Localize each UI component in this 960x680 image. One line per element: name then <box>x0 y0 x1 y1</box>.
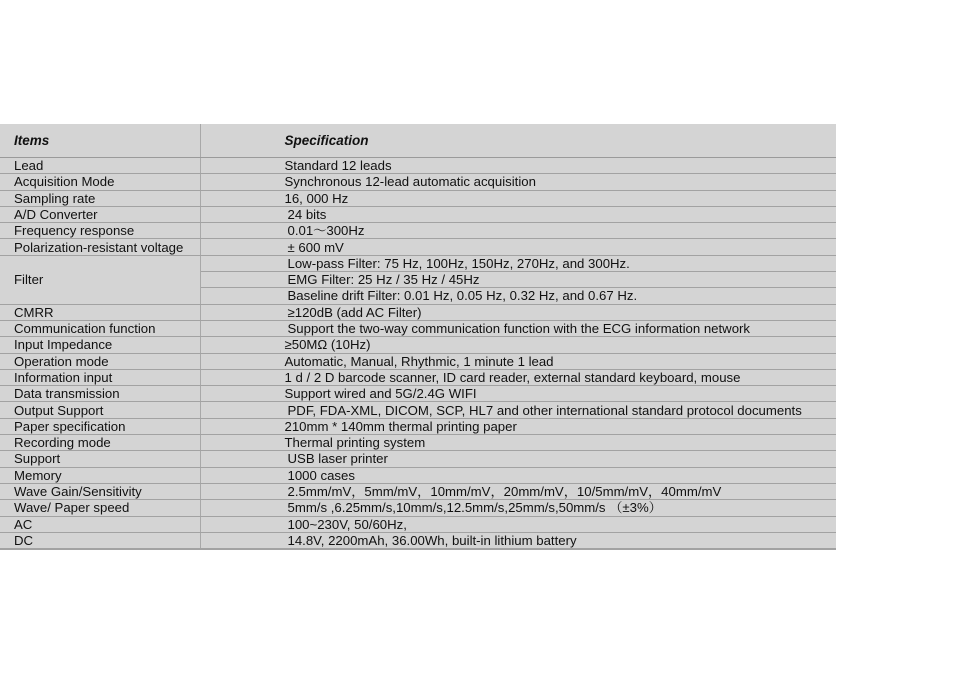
spec-cell: 1 d / 2 D barcode scanner, ID card reader, external standard keyboard, mouse <box>200 369 836 385</box>
spec-cell: Baseline drift Filter: 0.01 Hz, 0.05 Hz, 0.32 Hz, and 0.67 Hz. <box>200 288 836 304</box>
spec-cell: 0.01～300Hz <box>200 223 836 239</box>
item-cell: Polarization-resistant voltage <box>0 239 200 255</box>
header-items: Items <box>0 124 200 158</box>
table-header-row <box>0 124 836 158</box>
table-row <box>0 483 836 499</box>
spec-cell: Low-pass Filter: 75 Hz, 100Hz, 150Hz, 270Hz, and 300Hz. <box>200 255 836 271</box>
table-row <box>0 239 836 255</box>
table-row <box>0 223 836 239</box>
item-cell: Lead <box>0 158 200 174</box>
table-row <box>0 206 836 222</box>
item-cell: Input Impedance <box>0 337 200 353</box>
item-cell: Frequency response <box>0 223 200 239</box>
table-row <box>0 174 836 190</box>
spec-cell: 100~230V, 50/60Hz, <box>200 516 836 532</box>
item-cell: Paper specification <box>0 418 200 434</box>
table-row <box>0 304 836 320</box>
table-row <box>0 386 836 402</box>
item-cell: Memory <box>0 467 200 483</box>
spec-cell: Thermal printing system <box>200 435 836 451</box>
table-row <box>0 467 836 483</box>
spec-cell: ± 600 mV <box>200 239 836 255</box>
table-row <box>0 500 836 516</box>
item-cell: Information input <box>0 369 200 385</box>
spec-cell: USB laser printer <box>200 451 836 467</box>
table-row <box>0 190 836 206</box>
item-cell: A/D Converter <box>0 206 200 222</box>
spec-cell: EMG Filter: 25 Hz / 35 Hz / 45Hz <box>200 272 836 288</box>
spec-cell: 5mm/s ,6.25mm/s,10mm/s,12.5mm/s,25mm/s,50mm/s （±3%） <box>200 500 836 516</box>
item-cell: AC <box>0 516 200 532</box>
item-cell: DC <box>0 532 200 549</box>
spec-cell: 24 bits <box>200 206 836 222</box>
header-specification: Specification <box>200 124 836 158</box>
item-cell: Wave Gain/Sensitivity <box>0 483 200 499</box>
item-cell: Acquisition Mode <box>0 174 200 190</box>
table-row <box>0 451 836 467</box>
table-row <box>0 255 836 271</box>
spec-cell: Support the two-way communication function with the ECG information network <box>200 320 836 336</box>
table-row <box>0 369 836 385</box>
item-cell: Output Support <box>0 402 200 418</box>
spec-cell: Automatic, Manual, Rhythmic, 1 minute 1 lead <box>200 353 836 369</box>
spec-cell: ≥50MΩ (10Hz) <box>200 337 836 353</box>
spec-cell: ≥120dB (add AC Filter) <box>200 304 836 320</box>
table-row <box>0 532 836 549</box>
table-row <box>0 320 836 336</box>
table-row <box>0 435 836 451</box>
table-row <box>0 337 836 353</box>
item-cell: Data transmission <box>0 386 200 402</box>
specification-table <box>0 124 836 550</box>
item-cell: Support <box>0 451 200 467</box>
item-cell: Filter <box>0 255 200 304</box>
item-cell: Recording mode <box>0 435 200 451</box>
spec-cell: Support wired and 5G/2.4G WIFI <box>200 386 836 402</box>
spec-cell: PDF, FDA-XML, DICOM, SCP, HL7 and other international standard protocol documents <box>200 402 836 418</box>
item-cell: Wave/ Paper speed <box>0 500 200 516</box>
table-row <box>0 158 836 174</box>
item-cell: Sampling rate <box>0 190 200 206</box>
table-row <box>0 353 836 369</box>
table-row <box>0 418 836 434</box>
item-cell: Operation mode <box>0 353 200 369</box>
spec-cell: 16, 000 Hz <box>200 190 836 206</box>
spec-cell: Synchronous 12-lead automatic acquisition <box>200 174 836 190</box>
table-row <box>0 516 836 532</box>
table-row <box>0 402 836 418</box>
spec-cell: Standard 12 leads <box>200 158 836 174</box>
item-cell: Communication function <box>0 320 200 336</box>
spec-cell: 14.8V, 2200mAh, 36.00Wh, built-in lithium battery <box>200 532 836 549</box>
spec-cell: 210mm * 140mm thermal printing paper <box>200 418 836 434</box>
spec-cell: 1000 cases <box>200 467 836 483</box>
item-cell: CMRR <box>0 304 200 320</box>
spec-cell: 2.5mm/mV，5mm/mV，10mm/mV，20mm/mV，10/5mm/mV，40mm/mV <box>200 483 836 499</box>
